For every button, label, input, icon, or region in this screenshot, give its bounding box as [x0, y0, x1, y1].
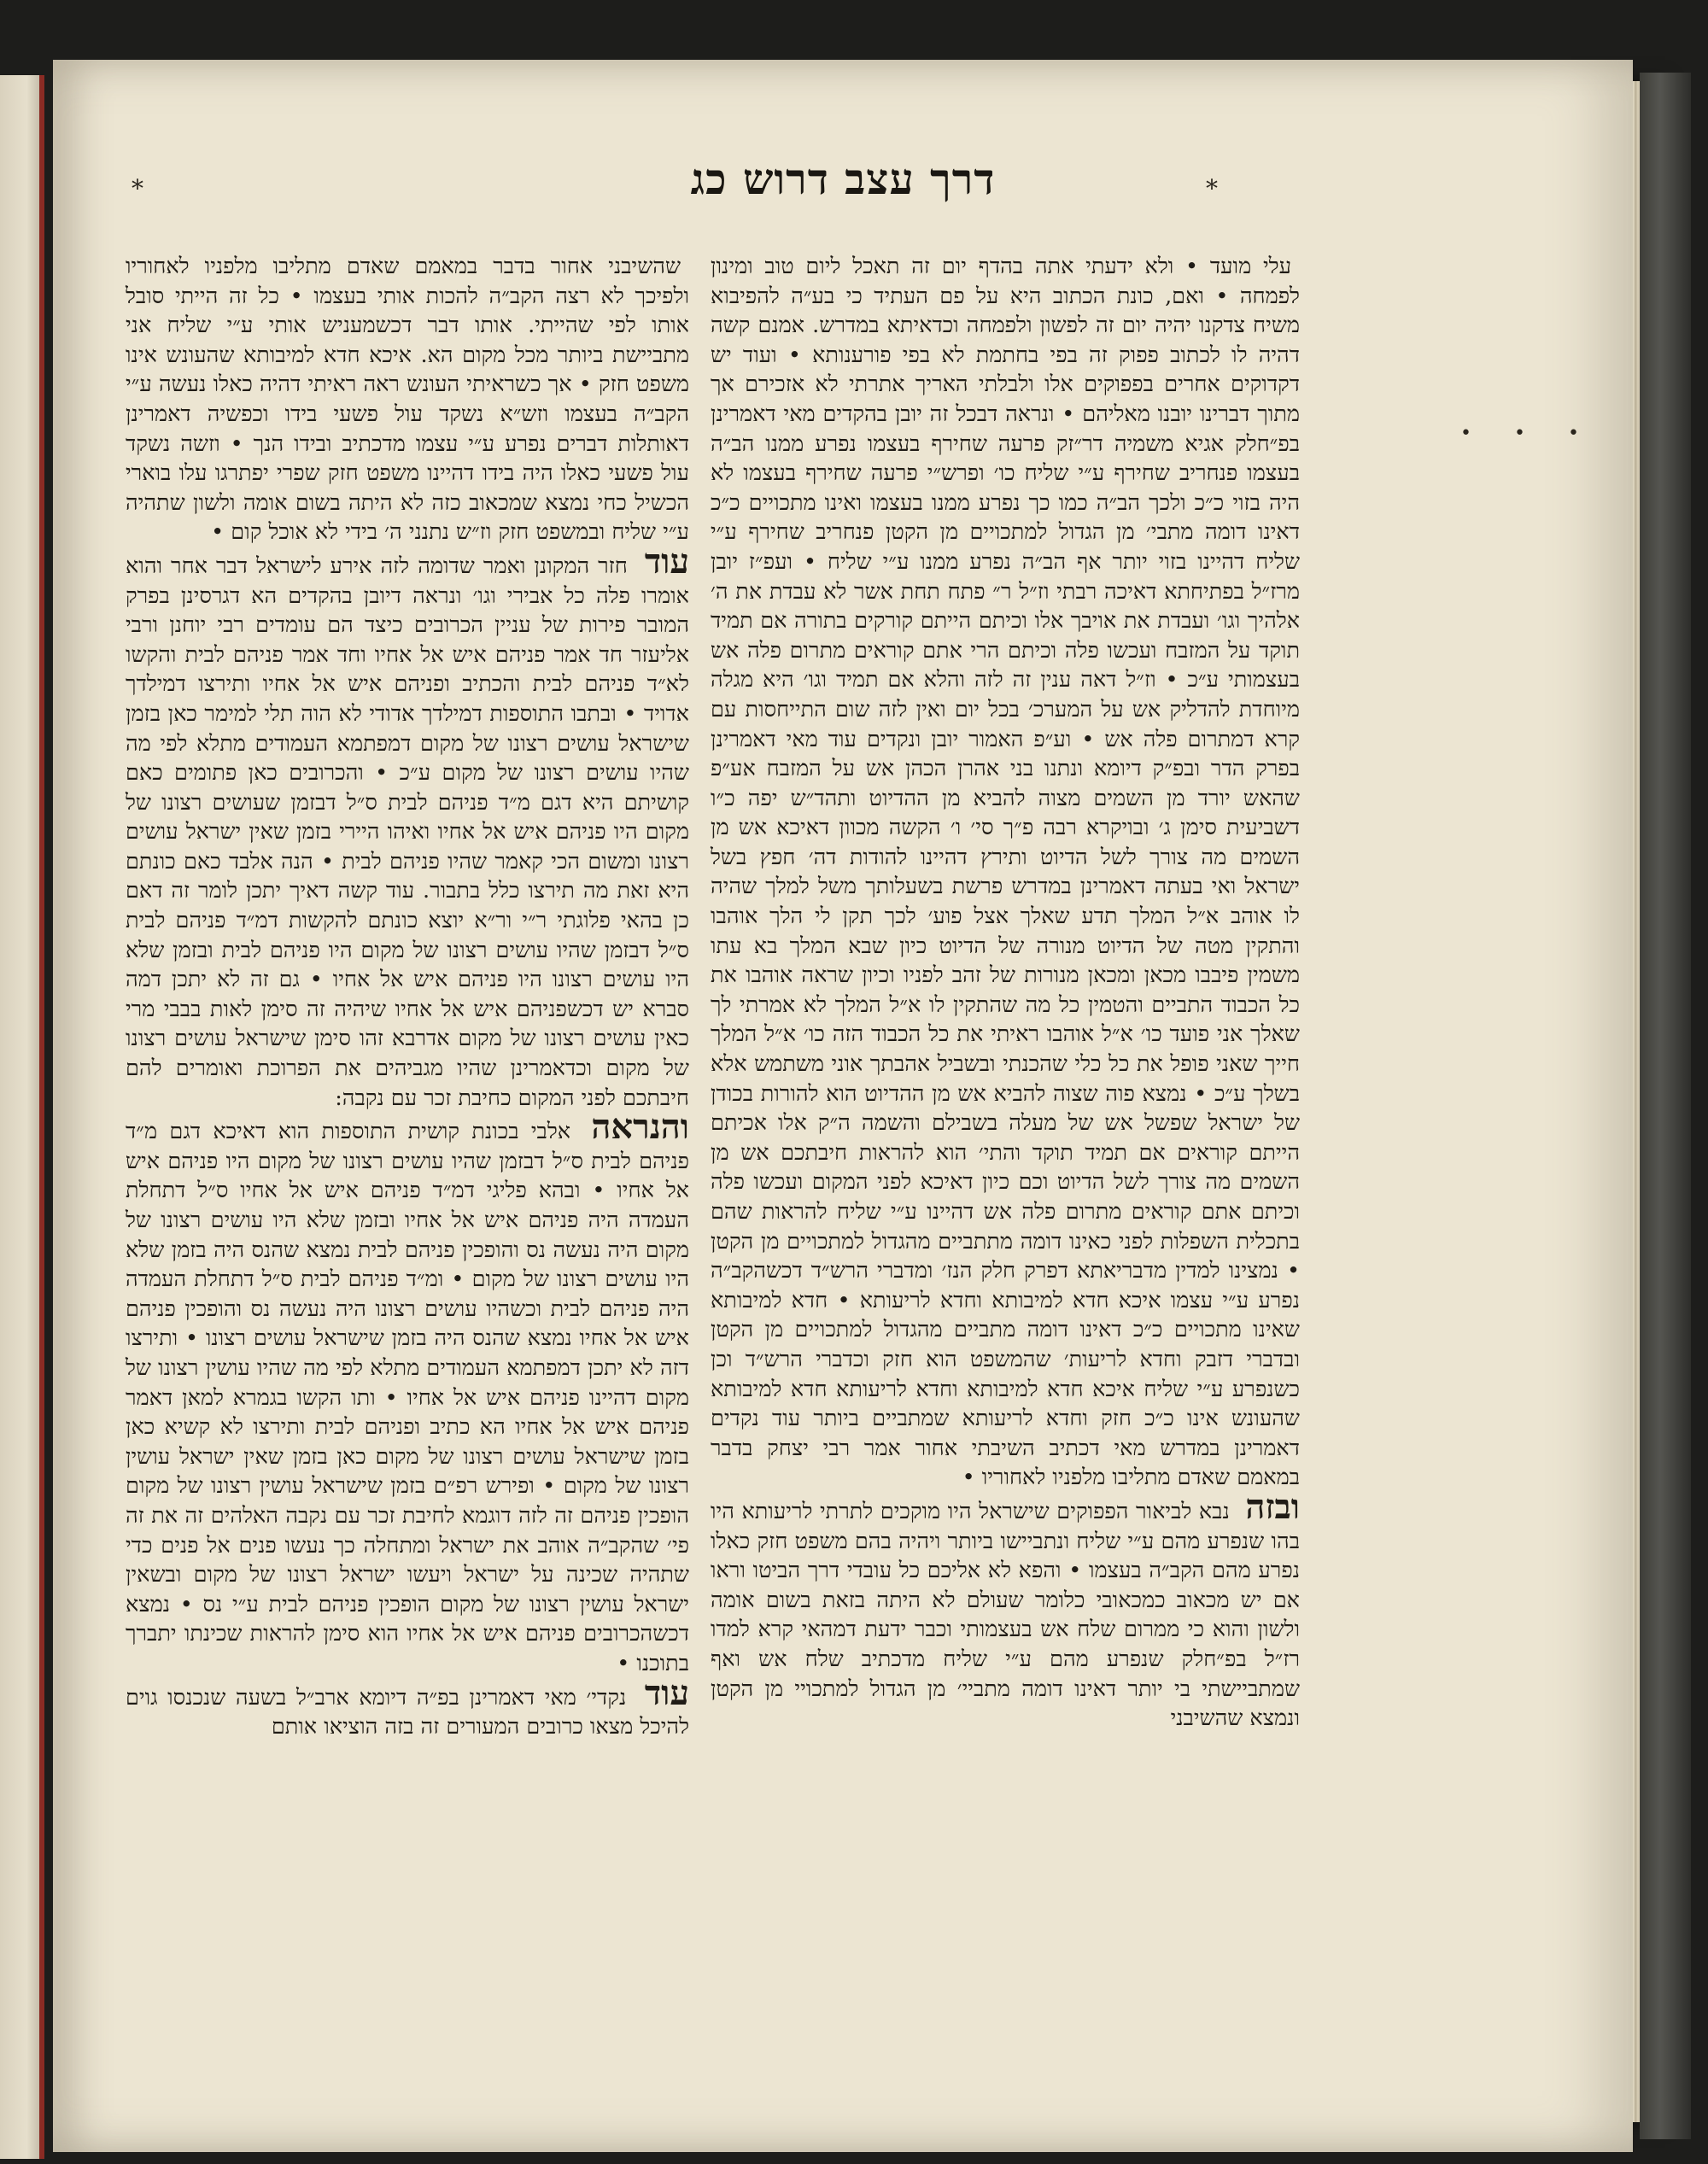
paragraph — [126, 541, 689, 1113]
lead-word: ובזה — [1245, 1486, 1300, 1527]
paragraph-text: נבא לביאור הפפוקים שישראל היו מוקכים לתרתי לריעותא היו בהו שנפרע מהם ע״י שליח ונתביישו ביותר ויהיה בהם משפט חזק כאלו נפרע מהם הקב״ה בעצמו • והפא לא אליכם כל עובדי דרך הביטו וראו אם יש מכאוב כמכאובי כלומר שעולם לא היתה בזאת בשום אומה ולשון והוא כי ממרום שלח אש בעצמותי וכבר ידעת דמהאי קרא למדו רז״ל בפ״חלק שנפרע מהם ע״י שליח מדכתיב שלח אש ואף שמתביישתי בי יותר דאינו דומה מתביי׳ מן הגדול למתכויי מן הקטן ונמצא שהשיבני — [711, 1498, 1300, 1732]
corner-ornament-left: ⁎ — [132, 167, 143, 195]
paragraph-text: נקדי׳ מאי דאמרינן בפ״ה דיומא ארב״ל בשעה שנכנסו גוים להיכל מצאו כרובים המעורים זה בזה הוציאו אותם — [126, 1684, 689, 1740]
page-header — [53, 154, 1633, 204]
margin-dots: ••• — [1460, 423, 1622, 444]
left-page-edge — [0, 75, 44, 2159]
paragraph-text: חזר המקונן ואמר שדומה לזה אירע לישראל דבר אחר והוא אומרו פלה כל אבירי וגו׳ ונראה דיובן בהקדים הא דגרסינן בפרק המובר פירות של עניין הכרובים כיצד הם עומדים רבי יוחנן ורבי אליעזר חד אמר פניהם איש אל אחיו וחד אמר פניהם לבית והקשו לא״ד פניהם לבית והכתיב ופניהם איש אל אחיו ותירצו דמילדך אדויד • ובתבו התוספות דמילדך אדודי לא הוה תלי למימר כאן בזמן שישראל עושים רצונו של מקום דמפתמא העמודים מתלא לפי מה שהיו עושים רצונו של מקום ע״כ • והכרובים כאן פתומים כאם קושיתם היא דגם מ״ד פניהם לבית ס״ל דבזמן שעושים רצונו של מקום היו פניהם איש אל אחיו ואיהו היירי בזמן שאין ישראל עושים רצונו ומשום הכי קאמר שהיו פניהם לבית • הנה אלבד כאם כונתם היא זאת מה תירצו כלל בתבור. עוד קשה דאיך יתכן לומר זה דאם כן בהאי פלוגתי ר״י ור״א יוצא כונתם להקשות דמ״ד פניהם לבית ס״ל דבזמן שהיו עושים רצונו של מקום היו פניהם לבית ובזמן שלא היו עושים רצונו היו פניהם איש אל אחיו • גם זה לא יתכן דמה סברא יש דכשפניהם איש אל אחיו שיהיה זה סימן לאות בבבי מרי כאין עושים רצונו של מקום אדרבא זהו סימן שישראל עושים רצונו של מקום וכדאמרינן שהיו מגביהים את הפרוכת ואומרים להם חיבתכם לפני המקום כחיבת זכר עם נקבה: — [126, 553, 689, 1111]
lead-word: עוד — [644, 541, 689, 582]
paragraph — [126, 1672, 689, 1742]
lead-word: עוד — [644, 1672, 689, 1713]
paragraph-text: שהשיבני אחור בדבר במאמם שאדם מתליבו מלפניו לאחוריו ולפיכך לא רצה הקב״ה להכות אותי בעצמו • כל זה הייתי סובל אותו לפי שהייתי. אותו דבר דכשמעניש אותי ע״י שליח אני מתביישת ביותר מכל מקום הא. איכא חדא למיבותא שהעונש אינו משפט חזק • אך כשראיתי העונש ראה ראיתי דהיה כאלו נעשה ע״י הקב״ה בעצמו וזש״א נשקד עול פשעי בידו וכפשיה דאמרינן דאותלות דברים נפרע ע״י עצמו מדכתיב ובידו הנך • וזשה נשקד עול פשעי כאלו היה בידו דהיינו משפט חזק שפרי יפתרגו עלו בוארי הכשיל כחי נמצא שמכאוב כזה לא היתה בשום אומה ולשון שתהיה ע״י שליח ובמשפט חזק וז״ש נתנני ה׳ בידי לא אוכל קום • — [126, 254, 689, 546]
paragraph — [711, 1486, 1300, 1734]
lead-word: והנראה — [591, 1107, 690, 1148]
paragraph-text: אלבי בכונת קושית התוספות הוא דאיכא דגם מ״ד פניהם לבית ס״ל דבזמן שהיו עושים רצונו של מקום היו פניהם איש אל אחיו • ובהא פליגי דמ״ד פניהם איש אל אחיו ס״ל דתחלת העמדה היה פניהם איש אל אחיו ובזמן שלא היו עושים רצונו של מקום היה נעשה נס והופכין פניהם לבית נמצא שהנס היה בזמן שלא היו עושים רצונו של מקום • ומ״ד פניהם לבית ס״ל דתחלת העמדה היה פניהם לבית וכשהיו עושים רצונו היה נעשה נס והופכין פניהם איש אל אחיו נמצא שהנס היה בזמן שישראל עושים רצונו • ותירצו דזה לא יתכן דמפתמא העמודים מתלא לפי מה שהיו עושין רצונו של מקום דהיינו פניהם איש אל אחיו • ותו הקשו בגמרא למאן דאמר פניהם איש אל אחיו הא כתיב ופניהם לבית ותירצו לא קשיא כאן בזמן שישראל עושים רצונו של מקום כאן בזמן שאין ישראל עושין רצונו של מקום • ופירש רפ״ם בזמן שישראל עושין רצונו של מקום הופכין פניהם זה לזה דוגמא לחיבת זכר עם נקבה האלהים זה את זה פי׳ שהקב״ה אוהב את ישראל ומתחלה כך נעשו פנים אל פנים כדי שתהיה שכינה על ישראל ויעשו ישראל רצונו של מקום ובשאין ישראל עושין רצונו של מקום הופכין פניהם לבית ע״י נס • נמצא דכשהכרובים פניהם איש אל אחיו הוא סימן להראות שכינתו יתברך בתוכנו • — [126, 1119, 689, 1676]
book-page — [53, 60, 1633, 2152]
paragraph — [126, 1107, 690, 1678]
right-column — [711, 248, 1300, 1734]
corner-ornament-right: ⁎ — [1206, 167, 1218, 195]
left-column — [126, 248, 689, 1742]
paragraph-text: עלי מועד • ולא ידעתי אתה בהדף יום זה תאכל ליום טוב ומינון לפמחה • ואם, כונת הכתוב היא על פם העתיד כי בע״ה להפיבוא משיח צדקנו יהיה יום זה לפשון ולפמחה וכדאיתא במדרש. אמנם קשה דהיה לו לכתוב פפוק זה בפי בחתמת לא בפי פורענותא • ועוד יש דקדוקים אחרים בפפוקים אלו ולבלתי האריך אתרתי לא אזכירם אך מתוך דברינו יובנו מאליהם • ונראה דבכל זה יובן בהקדים מאי דאמרינן בפ״חלק אגיא משמיה דר״זק פרעה שחירף בעצמו נפרע ממנו הב״ה בעצמו פנחריב שחירף ע״י שליח כו׳ ופרש״י פרעה שחירף בעצמו לא היה בזוי כ״כ ולכך הב״ה כמו כך נפרע ממנו בעצמו ואינו מתכויים כ״כ דאינו דומה מתבי׳ מן הגדול למתכויים מן הקטן פנחריב שחירף ע״י שליח דהיינו בזוי יותר אף הב״ה נפרע ממנו ע״י שליח • ועפ״ז יובן מרז״ל בפתיחתא דאיכה רבתי וז״ל ר״ פתח תחת אשר לא עבדת את ה׳ אלהיך וגו׳ ועבדת את אויבך אלו וכיתם הייתם קורקים בתורה אם תמיד תוקד על המזבח ועכשו פלה וכיתם הרי אתם קוראים מתרום פלה אש בעצמותי ע״כ • וז״ל דאה ענין זה לזה והלא אם תמיד וגו׳ היא מגלה מיוחדת להדליק אש על המערכ׳ בכל יום ואין לזה שום התייחסות עם קרא דמתרום פלה אש • וע״פ האמור יובן ונקדים עוד מאי דאמרינן בפרק הדר ובפ״ק דיומא ונתנו בני אהרן הכהן אש על המזבח אע״פ שהאש יורד מן השמים מצוה להביא מן ההדיוט ותהד״ש יפה כ״ו דשביעית סימן ג׳ ובויקרא רבה פ״ך סי׳ ו׳ הקשה מכוון דאיכא אש מן השמים מה צורך לשל הדיוט ותירץ דהיינו להודות דה׳ חפץ בשל ישראל ואי בעתה דאמרינן במדרש פרשת בשעלותך משל למלך שהיה לו אוהב א״ל המלך תדע שאלך אצל פוע׳ לכך תקן לי הלך אוהבו והתקין מטה של הדיוט מנורה של הדיוט כיון שבא המלך בא עתו משמין פיבבו מכאן ומכאן מנורות של זהב לפניו וכיון שראה אוהבו את כל הכבוד התביים והטמין כל מה שהתקין לו א״ל המלך לא אמרתי לך שאלך אני פועד כו׳ א״ל אוהבו ראיתי את כל הכבוד הזה כו׳ א״ל המלך חייך שאני פופל את כל כלי שהכנתי ובשביל אהבתך אוני משתמש אלא בשלך ע״כ • נמצא פוה שצוה להביא אש מן ההדיוט הוא להורות בכודן של ישראל שפשל אש של מעלה בשבילם והשמה ה״ק אלו אכיתם הייתם קוראים אם תמיד תוקד והתי׳ הוא להראות חיבתכם אש מן השמים מה צורך לשל הדיוט וכם כיון דאיכא לפני המקום ועכשו פלה וכיתם אתם קוראים מתרום פלה אש דהיינו ע״י שליח להראות שהם בתכלית השפלות לפני כאינו דומה מתתביים מהגדול למתכויים מן הקטן • נמצינו למדין מדבריאתא דפרק חלק הנז׳ ומדברי הרש״ד דכשהקב״ה נפרע ע״י עצמו איכא חדא למיבותא וחדא לריעותא • חדא למיבותא שאינו מתכויים כ״כ דאינו דומה מתביים מהגדול למתכויים מן הקטן ובדברי דזבק וחדא לריעות׳ שהמשפט הוא חזק וכדברי הרש״ד וכן כשנפרע ע״י שליח איכא חדא למיבותא וחדא לריעותא חדא למיבותא שהעונש אינו כ״כ חזק וחדא לריעותא שמתביים ביותר עוד נקדים דאמרינן במדרש מאי דכתיב השיבתי אחור אמר רבי יצחק בדבר במאמם שאדם מתליבו מלפניו לאחוריו • — [711, 254, 1300, 1491]
book-cover — [1640, 73, 1691, 2139]
running-head: דרך עצב דרוש כג — [690, 154, 996, 204]
paragraph — [711, 248, 1300, 1493]
paragraph — [126, 248, 689, 547]
